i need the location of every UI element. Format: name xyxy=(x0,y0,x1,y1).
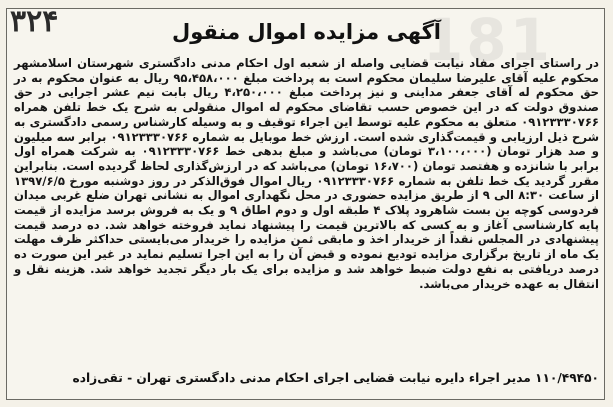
notice-number-stamp: ۳۲۴ xyxy=(10,4,59,39)
notice-signature: ۱۱۰/۴۹۴۵۰ مدیر اجراء دایره نیابت قضایی اجرای احکام مدنی دادگستری تهران - تقی‌زاده xyxy=(72,371,599,385)
notice-body: در راستای اجرای مفاد نیابت قضایی واصله از شعبه اول احکام مدنی دادگستری شهرستان اسلامشهر محکوم علیه آقای علیرضا سلیمان محکوم است به پرداخت مبلغ ۹۵،۴۵۸،۰۰۰ ریال به عنوان محکوم به در حق محکوم له آقای جعفر مداینی و نیز پرداخت مبلغ ۴،۲۵۰،۰۰۰ ریال بابت نیم عشر اجرایی در حق صندوق دولت که در این خصوص حسب تقاضای محکوم له اموال منقولی به شرح یک خط تلفن همراه ۰۹۱۲۳۳۳۰۷۶۶ متعلق به محکوم علیه توسط این اجراء توقیف و به وسیله کارشناس رسمی دادگستری به شرح ذیل ارزیابی و قیمت‌گذاری شده است. ارزش خط موبایل به شماره ۰۹۱۲۳۳۳۰۷۶۶ برابر سه میلیون و صد هزار تومان (۳،۱۰۰،۰۰۰ تومان) می‌باشد و مبلغ بدهی خط ۰۹۱۲۳۳۳۰۷۶۶ به شرکت همراه اول برابر با شانزده و هفتصد تومان (۱۶،۷۰۰ تومان) می‌باشد که در ارزش‌گذاری لحاظ گردیده است. بنابراین مقرر گردید یک خط تلفن به شماره ۰۹۱۲۳۳۳۰۷۶۶ ریال اموال فوق‌الذکر در روز دوشنبه مورخ ۱۳۹۷/۶/۵ از ساعت ۸:۳۰ الی ۹ از طریق مزایده حضوری در محل نگهداری اموال به نشانی تهران ضلع غربی میدان فردوسی کوچه بن بست شاهرود پلاک ۴ طبقه اول و دوم اطاق ۹ و یک به فروش برسد مزایده از قیمت پایه کارشناسی آغاز و به کسی که بالاترین قیمت را پیشنهاد نماید فروخته خواهد شد. ده درصد قیمت پیشنهادی در المجلس نقداً از خریدار اخذ و مابقی ثمن مزایده را خریدار می‌بایستی حداکثر ظرف مهلت یک ماه از تاریخ برگزاری مزایده تودیع نموده و قبض آن را به این اجرا تسلیم نماید در غیر این صورت ده درصد دریافتی به نفع دولت ضبط خواهد شد و مزایده برای یک بار دیگر تجدید خواهد شد. هزینه نقل و انتقال به عهده خریدار می‌باشد. xyxy=(14,56,600,291)
notice-title: آگهی مزایده اموال منقول xyxy=(172,20,441,44)
